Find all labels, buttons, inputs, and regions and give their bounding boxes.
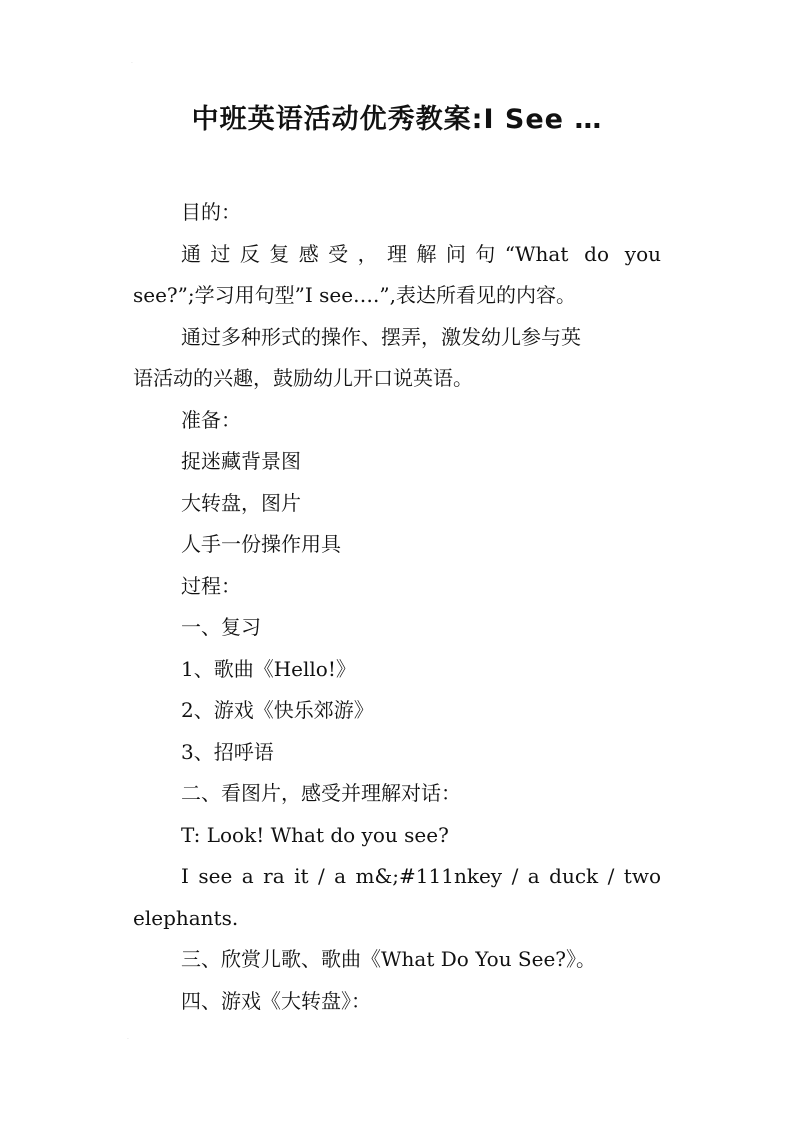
- dialogue-line: T: Look! What do you see?: [181, 822, 449, 847]
- process-step-heading: 四、游戏《大转盘》：: [181, 988, 371, 1013]
- section-heading-goal: 目的：: [181, 200, 241, 224]
- process-step-heading: 一、复习: [181, 615, 261, 639]
- process-step-heading: 二、看图片，感受并理解对话：: [181, 781, 461, 805]
- paragraph-line: 通过多种形式的操作、摆弄，激发幼儿参与英: [181, 324, 581, 349]
- section-heading-prep: 准备：: [181, 407, 241, 432]
- paragraph-line: 通过反复感受，理解问句“What do you: [181, 241, 661, 266]
- process-sub-item: 3、招呼语: [181, 739, 274, 764]
- prep-item: 大转盘，图片: [181, 490, 301, 515]
- dialogue-answer: [133, 856, 661, 939]
- paragraph-line: I see a ra it / a m&;#111nkey / a duck / two: [181, 864, 661, 888]
- process-sub-item: 2、游戏《快乐郊游》: [181, 698, 374, 722]
- paragraph-line: elephants.: [133, 905, 239, 930]
- corner-mark-top: ·: [131, 60, 133, 67]
- paragraph-line: 语活动的兴趣，鼓励幼儿开口说英语。: [133, 366, 473, 390]
- paragraph-goal-2: [133, 317, 661, 400]
- section-heading-process: 过程：: [181, 573, 241, 598]
- prep-item: 人手一份操作用具: [181, 532, 341, 556]
- prep-item: 捉迷藏背景图: [181, 449, 301, 473]
- document-title: 中班英语活动优秀教案:I See …: [191, 104, 603, 135]
- paragraph-line: see?”;学习用句型”I see….”,表达所看见的内容。: [133, 283, 576, 307]
- paragraph-goal-1: [133, 234, 661, 317]
- document-body: [133, 192, 661, 1022]
- process-step-heading: 三、欣赏儿歌、歌曲《What Do You See?》。: [181, 947, 597, 971]
- corner-mark-bottom: ·: [127, 1036, 129, 1043]
- process-sub-item: 1、歌曲《Hello!》: [181, 656, 356, 681]
